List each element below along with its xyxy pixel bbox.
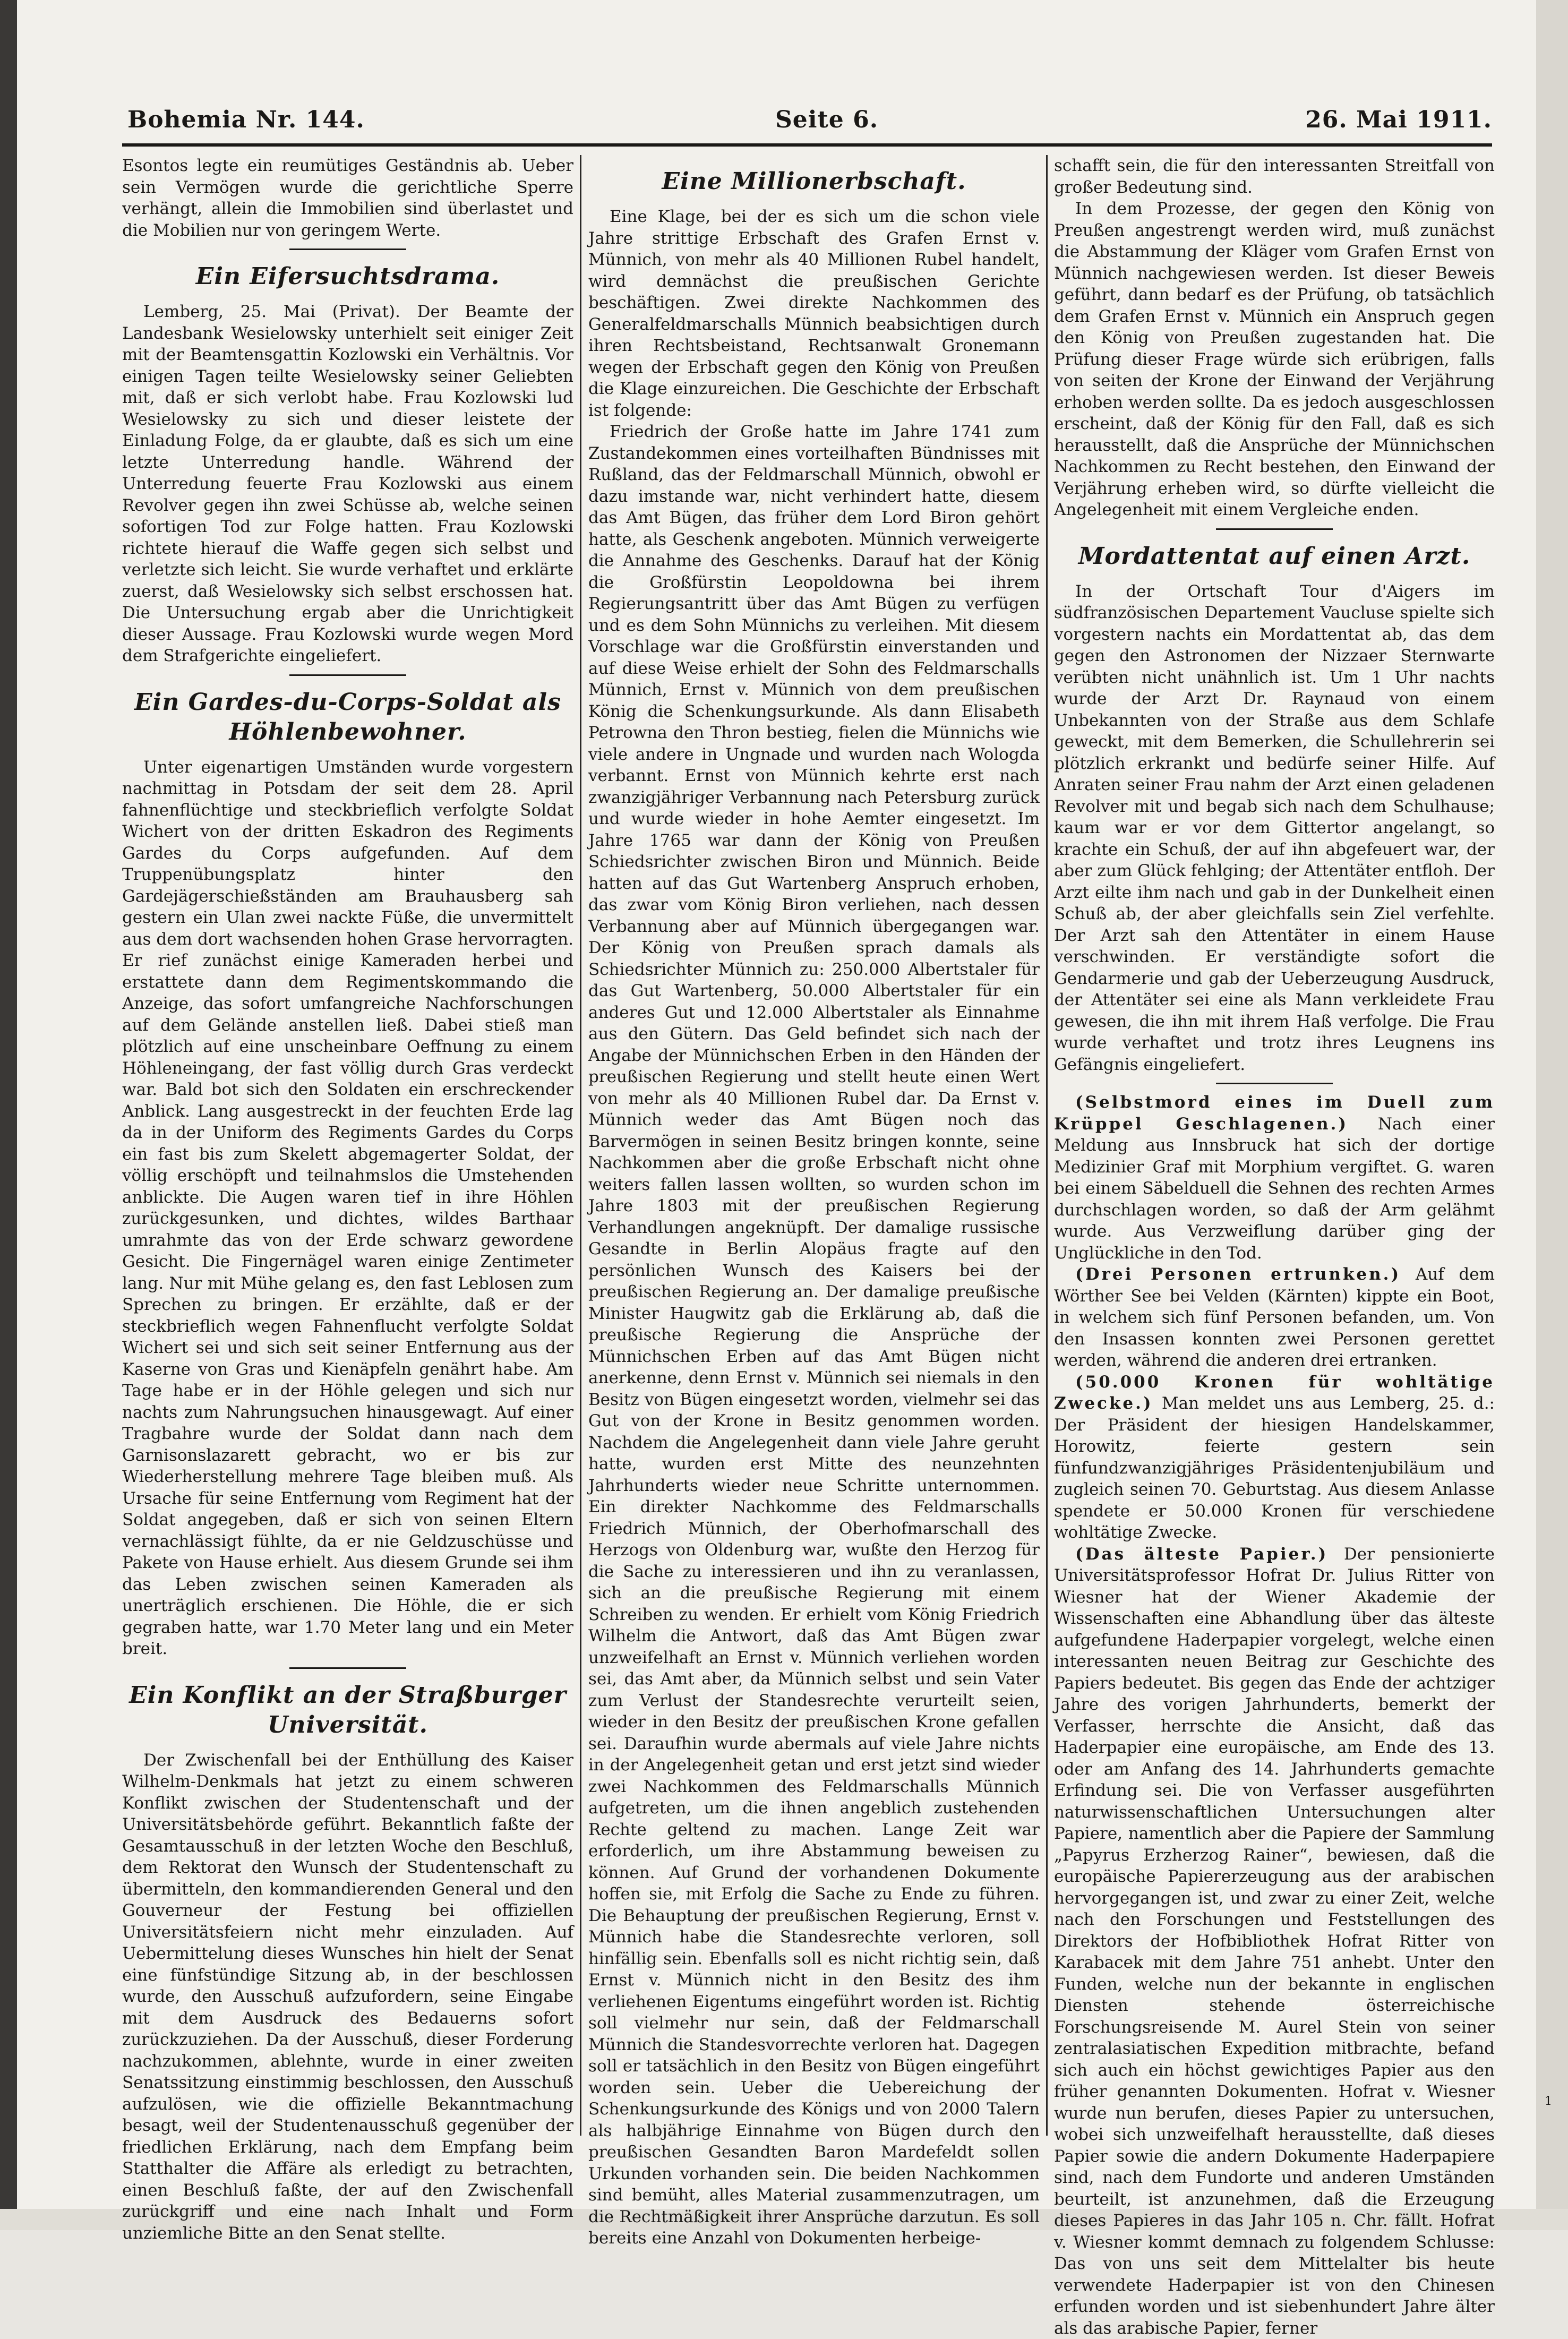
article-body: Der Zwischenfall bei der Enthüllung des Kaiser Wilhelm-Denkmals hat jetzt zu einem schweren Konflikt zwischen der Studentenschaft und der Universitätsbehörde geführt. Bekanntlich faßte der Gesamtausschuß in der letzten Woche den Beschluß, dem Rektorat den Wunsch der Studentenschaft zu übermitteln, den kommandierenden General und den Gouverneur der Festung bei offiziellen Universitätsfeiern nicht mehr einzuladen. Auf Uebermittelung dieses Wunsches hin hielt der Senat eine fünfstündige Sitzung ab, in der beschlossen wurde, den Ausschuß aufzufordern, seine Eingabe mit dem Ausdruck des Bedauerns sofort zurückzuziehen. Da der Ausschuß, dieser Forderung nachzukommen, ablehnte, wurde in einer zweiten Senatssitzung einstimmig beschlossen, den Ausschuß aufzulösen, wie die offizielle Bekanntmachung besagt, weil der Studentenausschuß gegenüber der friedlichen Erklärung, nach dem Empfang beim Statthalter die Affäre als erledigt zu betrachten, einen Beschluß faßte, der auf den Zwischenfall zurückgriff und eine nach Inhalt und Form unziemliche Bitte an den Senat stellte. [122, 1750, 573, 2244]
column-rule [580, 155, 581, 2136]
news-item [1054, 1372, 1495, 1544]
news-item-text: Man meldet uns aus Lemberg, 25. d.: Der Präsident der hiesigen Handelskammer, Horowitz, feierte gestern sein fünfundzwanzigjähriges Präsidentenjubiläum und zugleich seinen 70. Geburtstag. Aus diesem Anlasse spendete er 50.000 Kronen für verschiedene wohltätige Zwecke. [1054, 1394, 1495, 1542]
article-title-strassburg: Ein Konflikt an der Straßburger Universität. [122, 1681, 573, 1740]
header-publication: Bohemia Nr. 144. [127, 106, 365, 133]
scan-left-edge [0, 0, 17, 2230]
news-item-text: Der pensionierte Universitätsprofessor Hofrat Dr. Julius Ritter von Wiesner hat der Wiener Akademie der Wissenschaften eine Abhandlung über das älteste aufgefundene Haderpapier vorgelegt, welche einen interessanten neuen Beitrag zur Geschichte des Papiers bedeutet. Bis gegen das Ende der achtziger Jahre des vorigen Jahrhunderts, bemerkt der Verfasser, herrschte die Ansicht, daß das Haderpapier eine europäische, am Ende des 13. oder am Anfang des 14. Jahrhunderts gemachte Erfindung sei. Die von Verfasser ausgeführten naturwissenschaftlichen Untersuchungen alter Papiere, namentlich aber die Papiere der Sammlung „Papyrus Erzherzog Rainer“, bewiesen, daß die europäische Papiererzeugung aus der arabischen hervorgegangen ist, und zwar zu einer Zeit, welche nach den Forschungen und Feststellungen des Direktors der Hofbibliothek Hofrat Ritter von Karabacek mit dem Jahre 751 anhebt. Unter den Funden, welche nun der bekannte in englischen Diensten stehende österreichische Forschungsreisende M. Aurel Stein von seiner zentralasiatischen Expedition mitbrachte, befand sich auch ein höchst gewichtiges Papier aus den früher genannten Dokumenten. Hofrat v. Wiesner wurde nun berufen, dieses Papier zu untersuchen, wobei sich unzweifelhaft herausstellte, daß dieses Papier sowie die andern Dokumente Haderpapiere sind, nach dem Fundorte und anderen Umständen beurteilt, ist anzunehmen, daß die Erzeugung dieses Papieres in das Jahr 105 n. Chr. fällt. Hofrat v. Wiesner kommt demnach zu folgendem Schlusse: Das von uns seit dem Mittelalter bis heute verwendete Haderpapier ist von den Chinesen erfunden worden und ist siebenhundert Jahre älter als das arabische Papier, ferner [1054, 1545, 1495, 2338]
news-item-lead: (Drei Personen ertrunken.) [1075, 1265, 1401, 1284]
article-body: Eine Klage, bei der es sich um die schon viele Jahre strittige Erbschaft des Grafen Ernst v. Münnich, von mehr als 40 Millionen Rubel handelt, wird demnächst die preußischen Gerichte beschäftigen. Zwei direkte Nachkommen des Generalfeldmarschalls Münnich beabsichtigen durch ihren Rechtsbeistand, Rechtsanwalt Gronemann wegen der Erbschaft gegen den König von Preußen die Klage einzureichen. Die Geschichte der Erbschaft ist folgende: [588, 206, 1040, 421]
scan-right-edge [1536, 0, 1568, 2230]
article-title-eifersuchtsdrama: Ein Eifersuchtsdrama. [122, 262, 573, 292]
news-item-text: Nach einer Meldung aus Innsbruck hat sich der dortige Medizinier Graf mit Morphium vergiftet. G. waren bei einem Säbelduell die Sehnen des rechten Armes durchschlagen worden, so daß der Arm gelähmt wurde. Aus Verzweiflung darüber ging der Unglückliche in den Tod. [1054, 1115, 1495, 1263]
news-item [1054, 1544, 1495, 2339]
article-title-mordattentat: Mordattentat auf einen Arzt. [1054, 542, 1495, 571]
article-title-millionerbschaft: Eine Millionerbschaft. [588, 167, 1040, 196]
article-separator [289, 674, 406, 676]
news-item-lead: (50.000 Kronen für wohltätige Zwecke.) [1054, 1373, 1495, 1413]
article-body: Lemberg, 25. Mai (Privat). Der Beamte der Landesbank Wesielowsky unterhielt seit einiger Zeit mit der Beamtensgattin Kozlowski ein Verhältnis. Vor einigen Tagen teilte Wesielowsky seiner Geliebten mit, daß er sich verlobt habe. Frau Kozlowski lud Wesielowsky zu sich und dieser leistete der Einladung Folge, da er glaubte, daß es sich um eine letzte Unterredung handle. Während der Unterredung feuerte Frau Kozlowski aus einem Revolver gegen ihn zwei Schüsse ab, welche seinen sofortigen Tod zur Folge hatten. Frau Kozlowski richtete hierauf die Waffe gegen sich selbst und verletzte sich leicht. Sie wurde verhaftet und erklärte zuerst, daß Wesielowsky sich selbst erschossen hat. Die Untersuchung ergab aber die Unrichtigkeit dieser Aussage. Frau Kozlowski wurde wegen Mord dem Strafgerichte eingeliefert. [122, 301, 573, 667]
header-rule [122, 143, 1492, 147]
article-body: Unter eigenartigen Umständen wurde vorgestern nachmittag in Potsdam der seit dem 28. April fahnenflüchtige und steckbrieflich verfolgte Soldat Wichert von der dritten Eskadron des Regiments Gardes du Corps aufgefunden. Auf dem Truppenübungsplatz hinter den Gardejägerschießständen am Brauhausberg sah gestern ein Ulan zwei nackte Füße, die unvermittelt aus dem dort wachsenden hohen Grase hervorragten. Er rief zunächst einige Kameraden herbei und erstattete dann dem Regimentskommando die Anzeige, das sofort umfangreiche Nachforschungen auf dem Gelände anstellen ließ. Dabei stieß man plötzlich auf eine unscheinbare Oeffnung zu einem Höhleneingang, der fast völlig durch Gras verdeckt war. Bald bot sich den Soldaten ein erschreckender Anblick. Lang ausgestreckt in der feuchten Erde lag da in der Uniform des Regiments Gardes du Corps ein fast bis zum Skelett abgemagerter Soldat, der völlig erschöpft und teilnahmslos die Umstehenden anblickte. Die Augen waren tief in ihre Höhlen zurückgesunken, und dichtes, wildes Barthaar umrahmte das von der Erde schwarz gewordene Gesicht. Die Fingernägel waren einige Zentimeter lang. Nur mit Mühe gelang es, den fast Leblosen zum Sprechen zu bringen. Er erzählte, daß er der steckbrieflich wegen Fahnenflucht verfolgte Soldat Wichert sei und sich seit seiner Entfernung aus der Kaserne von Gras und Kienäpfeln genährt habe. Am Tage habe er in der Höhle gelegen und sich nur nachts zum Nahrungsuchen hinausgewagt. Auf einer Tragbahre wurde der Soldat dann nach dem Garnisonslazarett gebracht, wo er bis zur Wiederherstellung mehrere Tage bleiben muß. Als Ursache für seine Entfernung vom Regiment hat der Soldat angegeben, daß er sich von seinen Eltern vernachlässigt fühlte, da er nie Geldzuschüsse und Pakete von Hause erhielt. Aus diesem Grunde sei ihm das Leben zwischen seinen Kameraden als unerträglich erschienen. Die Höhle, die er sich gegraben hatte, war 1.70 Meter lang und ein Meter breit. [122, 757, 573, 1660]
article-separator [1216, 1083, 1333, 1084]
news-item [1054, 1092, 1495, 1264]
article-separator [289, 1667, 406, 1669]
column-2 [588, 155, 1040, 2136]
article-body: Friedrich der Große hatte im Jahre 1741 zum Zustandekommen eines vorteilhaften Bündnisses mit Rußland, das der Feldmarschall Münnich, obwohl er dazu imstande war, nicht verhindert hatte, diesem das Amt Bügen, das früher dem Lord Biron gehört hatte, als Geschenk angeboten. Münnich verweigerte die Annahme des Geschenks. Darauf hat der König die Großfürstin Leopoldowna bei ihrem Regierungsantritt über das Amt Bügen zu verfügen und es dem Sohn Münnichs zu verleihen. Mit diesem Vorschlage war die Großfürstin einverstanden und auf diese Weise erhielt der Sohn des Feldmarschalls Münnich, Ernst v. Münnich von dem preußischen König die Schenkungsurkunde. Als dann Elisabeth Petrowna den Thron bestieg, fielen die Münnichs wie viele andere in Ungnade und wurden nach Wologda verbannt. Ernst von Münnich kehrte erst nach zwanzigjähriger Verbannung nach Petersburg zurück und wurde wieder in hohe Aemter eingesetzt. Im Jahre 1765 war dann der König von Preußen Schiedsrichter zwischen Biron und Münnich. Beide hatten auf das Gut Wartenberg Anspruch erhoben, das zwar vom König Biron verliehen, nach dessen Verbannung aber auf Münnich übergegangen war. Der König von Preußen sprach damals als Schiedsrichter Münnich zu: 250.000 Albertstaler für das Gut Wartenberg, 50.000 Albertstaler für ein anderes Gut und 12.000 Albertstaler als Einnahme aus den Gütern. Das Geld befindet sich nach der Angabe der Münnichschen Erben in den Händen der preußischen Regierung und stellt heute einen Wert von mehr als 40 Millionen Rubel dar. Da Ernst v. Münnich weder das Amt Bügen noch das Barvermögen in seinen Besitz bringen konnte, seine Nachkommen aber die große Erbschaft nicht ohne weiters fallen lassen wollten, so wurden schon im Jahre 1803 mit der preußischen Regierung Verhandlungen angeknüpft. Der damalige russische Gesandte in Berlin Alopäus fragte auf den persönlichen Wunsch des Kaisers bei der preußischen Regierung an. Der damalige preußische Minister Haugwitz gab die Erklärung ab, daß die preußische Regierung die Ansprüche der Münnichschen Erben auf das Amt Bügen nicht anerkenne, denn Ernst v. Münnich sei niemals in den Besitz von Bügen eingesetzt worden, vielmehr sei das Gut von der Krone in Besitz genommen worden. Nachdem die Angelegenheit dann viele Jahre geruht hatte, wurden erst Mitte des neunzehnten Jahrhunderts wieder neue Schritte unternommen. Ein direkter Nachkomme des Feldmarschalls Friedrich Münnich, der Oberhofmarschall des Herzogs von Oldenburg war, wußte den Herzog für die Sache zu interessieren und ihn zu veranlassen, sich an die preußische Regierung mit einem Schreiben zu wenden. Er erhielt vom König Friedrich Wilhelm die Antwort, daß das Amt Bügen zwar unzweifelhaft an Ernst v. Münnich verliehen worden sei, das Amt aber, da Münnich selbst und sein Vater zum Verlust der Standesrechte verurteilt seien, wieder in den Besitz der preußischen Krone gefallen sei. Daraufhin wurde abermals auf viele Jahre nichts in der Angelegenheit getan und erst jetzt sind wieder zwei Nachkommen des Feldmarschalls Münnich aufgetreten, um die ihnen angeblich zustehenden Rechte geltend zu machen. Lange Zeit war erforderlich, um ihre Abstammung beweisen zu können. Auf Grund der vorhandenen Dokumente hoffen sie, mit Erfolg die Sache zu Ende zu führen. Die Behauptung der preußischen Regierung, Ernst v. Münnich habe die Standesrechte verloren, soll hinfällig sein. Ebenfalls soll es nicht richtig sein, daß Ernst v. Münnich nicht in den Besitz des ihm verliehenen Eigentums eingeführt worden ist. Richtig soll vielmehr nur sein, daß der Feldmarschall Münnich die Standesvorrechte verloren hat. Dagegen soll er tatsächlich in den Besitz von Bügen eingeführt worden sein. Ueber die Uebereichung der Schenkungsurkunde des Königs und von 2000 Talern als halbjährige Einnahme von Bügen durch den preußischen Gesandten Baron Mardefeldt sollen Urkunden vorhanden sein. Die beiden Nachkommen sind bemüht, alles Material zusammenzutragen, um die Rechtmäßigkeit ihrer Ansprüche darzutun. Es soll bereits eine Anzahl von Dokumenten herbeige- [588, 421, 1040, 2249]
article-body: In dem Prozesse, der gegen den König von Preußen angestrengt werden wird, muß zunächst die Abstammung der Kläger vom Grafen Ernst von Münnich nachgewiesen werden. Ist dieser Beweis geführt, dann bedarf es der Prüfung, ob tatsächlich dem Grafen Ernst v. Münnich ein Anspruch gegen den König von Preußen zugestanden hat. Die Prüfung dieser Frage würde sich erübrigen, falls von seiten der Krone der Einwand der Verjährung erhoben werden sollte. Da es jedoch ausgeschlossen erscheint, daß der König für den Fall, daß es sich herausstellt, daß die Ansprüche der Münnichschen Nachkommen zu Recht bestehen, den Einwand der Verjährung erheben wird, so dürfte vielleicht die Angelegenheit mit einem Vergleiche enden. [1054, 198, 1495, 521]
article-continuation: Esontos legte ein reumütiges Geständnis ab. Ueber sein Vermögen wurde die gerichtliche Sperre verhängt, allein die Immobilien sind überlastet und die Mobilien nur von geringem Werte. [122, 155, 573, 241]
column-1 [122, 155, 573, 2136]
margin-mark: 1 [1545, 2095, 1552, 2108]
page-header [127, 106, 1492, 143]
article-separator [289, 249, 406, 250]
article-continuation: schafft sein, die für den interessanten Streitfall von großer Bedeutung sind. [1054, 155, 1495, 198]
news-item-lead: (Das älteste Papier.) [1075, 1545, 1328, 1564]
article-separator [1216, 528, 1333, 530]
header-date: 26. Mai 1911. [1305, 106, 1492, 133]
column-rule [1046, 155, 1048, 2136]
news-item [1054, 1264, 1495, 1372]
news-item-text: Auf dem Wörther See bei Velden (Kärnten) kippte ein Boot, in welchem sich fünf Personen befanden, um. Von den Insassen konnten zwei Personen gerettet werden, während die anderen drei ertranken. [1054, 1265, 1495, 1370]
news-item-lead: (Selbstmord eines im Duell zum Krüppel Geschlagenen.) [1054, 1093, 1495, 1134]
article-body: In der Ortschaft Tour d'Aigers im südfranzösischen Departement Vaucluse spielte sich vorgestern nachts ein Mordattentat ab, das dem gegen den Astronomen der Nizzaer Sternwarte verübten nicht unähnlich ist. Um 1 Uhr nachts wurde der Arzt Dr. Raynaud von einem Unbekannten von der Straße aus dem Schlafe geweckt, mit dem Bemerken, die Schullehrerin sei plötzlich erkrankt und bedürfe seiner Hilfe. Auf Anraten seiner Frau nahm der Arzt einen geladenen Revolver mit und begab sich nach dem Schulhause; kaum war er vor dem Gittertor angelangt, so krachte ein Schuß, der auf ihn abgefeuert war, der aber zum Glück fehlging; der Attentäter entfloh. Der Arzt eilte ihm nach und gab in der Dunkelheit einen Schuß ab, der aber gleichfalls sein Ziel verfehlte. Der Arzt sah den Attentäter in einem Hause verschwinden. Er verständigte sofort die Gendarmerie und gab der Ueberzeugung Ausdruck, der Attentäter sei eine als Mann verkleidete Frau gewesen, die ihn mit ihrem Haß verfolge. Die Frau wurde verhaftet und trotz ihres Leugnens ins Gefängnis eingeliefert. [1054, 581, 1495, 1076]
column-3 [1054, 155, 1495, 2136]
article-title-hoehlenbewohner: Ein Gardes-du-Corps-Soldat als Höhlenbewohner. [122, 688, 573, 747]
header-page-number: Seite 6. [775, 106, 878, 133]
